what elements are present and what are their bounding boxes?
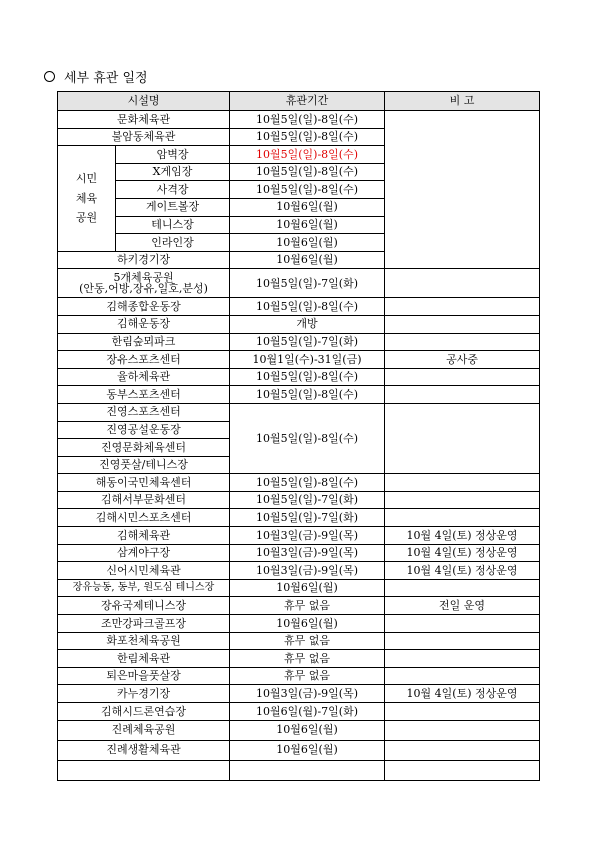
facility-cell: 암벽장 bbox=[116, 146, 230, 164]
period-cell: 10월6일(월) bbox=[230, 198, 385, 216]
period-cell: 10월3일(금)-9일(목) bbox=[230, 685, 385, 703]
period-cell: 휴무 없음 bbox=[230, 667, 385, 685]
table-row bbox=[58, 298, 540, 316]
table-row bbox=[58, 615, 540, 633]
note-cell-empty bbox=[385, 315, 540, 333]
note-cell-empty bbox=[385, 760, 540, 780]
facility-cell: 게이트볼장 bbox=[116, 198, 230, 216]
note-cell-empty bbox=[385, 740, 540, 760]
closure-schedule-table bbox=[57, 91, 540, 781]
facility-cell: 하키경기장 bbox=[58, 251, 230, 269]
table-row bbox=[58, 269, 540, 298]
period-cell: 10월6일(월) bbox=[230, 234, 385, 252]
facility-cell: 테니스장 bbox=[116, 216, 230, 234]
period-cell: 개방 bbox=[230, 315, 385, 333]
period-cell-empty bbox=[230, 760, 385, 780]
period-cell: 10월6일(월) bbox=[230, 740, 385, 760]
period-cell: 10월5일(일)-8일(수) bbox=[230, 403, 385, 473]
period-cell: 10월3일(금)-9일(목) bbox=[230, 562, 385, 580]
note-cell-empty bbox=[385, 333, 540, 351]
period-cell-highlight: 10월5일(일)-8일(수) bbox=[230, 146, 385, 164]
group-label-cell bbox=[58, 146, 116, 252]
period-cell: 10월5일(일)-8일(수) bbox=[230, 298, 385, 316]
facility-cell: 김해시드론연습장 bbox=[58, 703, 230, 721]
facility-cell: 김해운동장 bbox=[58, 315, 230, 333]
facility-cell: 장유능동, 동부, 원도심 테니스장 bbox=[58, 579, 230, 597]
period-cell: 휴무 없음 bbox=[230, 650, 385, 668]
table-row bbox=[58, 527, 540, 545]
period-cell: 10월5일(일)-8일(수) bbox=[230, 111, 385, 129]
facility-cell: 인라인장 bbox=[116, 234, 230, 252]
period-cell: 10월5일(일)-7일(화) bbox=[230, 509, 385, 527]
facility-cell: 불암동체육관 bbox=[58, 128, 230, 146]
note-cell-empty bbox=[385, 386, 540, 404]
period-cell: 10월6일(월)-7일(화) bbox=[230, 703, 385, 721]
period-cell: 10월5일(일)-7일(화) bbox=[230, 333, 385, 351]
note-cell-empty bbox=[385, 632, 540, 650]
facility-cell: 김해체육관 bbox=[58, 527, 230, 545]
facility-line: (안동,어방,장유,일호,분성) bbox=[79, 282, 208, 296]
facility-cell: 율하체육관 bbox=[58, 368, 230, 386]
facility-cell: 한림숲뫼파크 bbox=[58, 333, 230, 351]
group-label-line: 시민 bbox=[75, 171, 98, 185]
table-row bbox=[58, 685, 540, 703]
period-cell: 휴무 없음 bbox=[230, 597, 385, 615]
period-cell: 10월6일(월) bbox=[230, 216, 385, 234]
period-cell: 10월3일(금)-9일(목) bbox=[230, 527, 385, 545]
facility-cell: 한림체육관 bbox=[58, 650, 230, 668]
note-cell-empty bbox=[385, 491, 540, 509]
note-cell-empty bbox=[385, 509, 540, 527]
table-row bbox=[58, 703, 540, 721]
table-row bbox=[58, 632, 540, 650]
period-cell: 10월5일(일)-8일(수) bbox=[230, 128, 385, 146]
note-cell-empty bbox=[385, 720, 540, 740]
header-facility: 시설명 bbox=[58, 92, 230, 111]
facility-cell: 동부스포츠센터 bbox=[58, 386, 230, 404]
note-cell: 10월 4일(토) 정상운영 bbox=[385, 562, 540, 580]
table-row bbox=[58, 579, 540, 597]
group-label-line: 체육 bbox=[75, 191, 98, 205]
period-cell: 10월5일(일)-7일(화) bbox=[230, 491, 385, 509]
note-cell: 10월 4일(토) 정상운영 bbox=[385, 527, 540, 545]
period-cell: 10월6일(월) bbox=[230, 615, 385, 633]
facility-cell: 진영문화체육센터 bbox=[58, 439, 230, 457]
table-row-empty bbox=[58, 760, 540, 780]
facility-cell: 진영스포츠센터 bbox=[58, 403, 230, 421]
facility-cell: 진례체육공원 bbox=[58, 720, 230, 740]
table-row bbox=[58, 667, 540, 685]
note-cell-empty bbox=[385, 298, 540, 316]
section-heading bbox=[44, 66, 148, 86]
note-cell: 전일 운영 bbox=[385, 597, 540, 615]
table-row bbox=[58, 111, 540, 129]
facility-cell: 문화체육관 bbox=[58, 111, 230, 129]
facility-cell: 진례생활체육관 bbox=[58, 740, 230, 760]
table-row bbox=[58, 597, 540, 615]
table-row bbox=[58, 474, 540, 492]
table-row bbox=[58, 544, 540, 562]
group-label-line: 공원 bbox=[75, 211, 98, 225]
note-cell-empty bbox=[385, 579, 540, 597]
facility-cell: 진영풋살/테니스장 bbox=[58, 456, 230, 474]
facility-cell: 장유국제테니스장 bbox=[58, 597, 230, 615]
facility-cell: 카누경기장 bbox=[58, 685, 230, 703]
table-row bbox=[58, 403, 540, 421]
facility-cell: 장유스포츠센터 bbox=[58, 351, 230, 369]
note-cell: 10월 4일(토) 정상운영 bbox=[385, 685, 540, 703]
period-cell: 10월1일(수)-31일(금) bbox=[230, 351, 385, 369]
facility-cell: 퇴은마을풋살장 bbox=[58, 667, 230, 685]
facility-line: 5개체육공원 bbox=[113, 270, 174, 284]
period-cell: 10월5일(일)-8일(수) bbox=[230, 474, 385, 492]
note-cell-empty bbox=[385, 615, 540, 633]
note-cell-empty bbox=[385, 111, 540, 269]
period-cell: 10월5일(일)-7일(화) bbox=[230, 269, 385, 298]
period-cell: 10월5일(일)-8일(수) bbox=[230, 386, 385, 404]
table-row bbox=[58, 740, 540, 760]
facility-cell: 김해서부문화센터 bbox=[58, 491, 230, 509]
note-cell-empty bbox=[385, 667, 540, 685]
note-cell-empty bbox=[385, 650, 540, 668]
facility-cell-empty bbox=[58, 760, 230, 780]
facility-cell: 진영공설운동장 bbox=[58, 421, 230, 439]
table-row bbox=[58, 368, 540, 386]
note-cell-empty bbox=[385, 703, 540, 721]
facility-cell: 사격장 bbox=[116, 181, 230, 199]
table-row bbox=[58, 650, 540, 668]
note-cell: 10월 4일(토) 정상운영 bbox=[385, 544, 540, 562]
facility-cell: 조만강파크골프장 bbox=[58, 615, 230, 633]
period-cell: 휴무 없음 bbox=[230, 632, 385, 650]
period-cell: 10월6일(월) bbox=[230, 251, 385, 269]
facility-cell: 신어시민체육관 bbox=[58, 562, 230, 580]
period-cell: 10월6일(월) bbox=[230, 720, 385, 740]
period-cell: 10월5일(일)-8일(수) bbox=[230, 181, 385, 199]
table-row bbox=[58, 333, 540, 351]
note-cell: 공사중 bbox=[385, 351, 540, 369]
note-cell-empty bbox=[385, 269, 540, 298]
period-cell: 10월5일(일)-8일(수) bbox=[230, 368, 385, 386]
table-row bbox=[58, 351, 540, 369]
facility-cell: 김해시민스포츠센터 bbox=[58, 509, 230, 527]
table-row bbox=[58, 386, 540, 404]
header-row bbox=[58, 92, 540, 111]
period-cell: 10월5일(일)-8일(수) bbox=[230, 163, 385, 181]
table-row bbox=[58, 720, 540, 740]
facility-cell: 삼계야구장 bbox=[58, 544, 230, 562]
table-row bbox=[58, 315, 540, 333]
circle-bullet-icon bbox=[44, 71, 55, 82]
facility-cell: X게임장 bbox=[116, 163, 230, 181]
period-cell: 10월6일(월) bbox=[230, 579, 385, 597]
period-cell: 10월3일(금)-9일(목) bbox=[230, 544, 385, 562]
table-row bbox=[58, 509, 540, 527]
facility-cell: 화포천체육공원 bbox=[58, 632, 230, 650]
facility-cell: 해동이국민체육센터 bbox=[58, 474, 230, 492]
section-title: 세부 휴관 일정 bbox=[64, 70, 148, 86]
table-row bbox=[58, 491, 540, 509]
note-cell-empty bbox=[385, 368, 540, 386]
table-row bbox=[58, 562, 540, 580]
facility-cell: 김해종합운동장 bbox=[58, 298, 230, 316]
note-cell-empty bbox=[385, 403, 540, 473]
header-note: 비 고 bbox=[385, 92, 540, 111]
note-cell-empty bbox=[385, 474, 540, 492]
header-period: 휴관기간 bbox=[230, 92, 385, 111]
facility-cell bbox=[58, 269, 230, 298]
